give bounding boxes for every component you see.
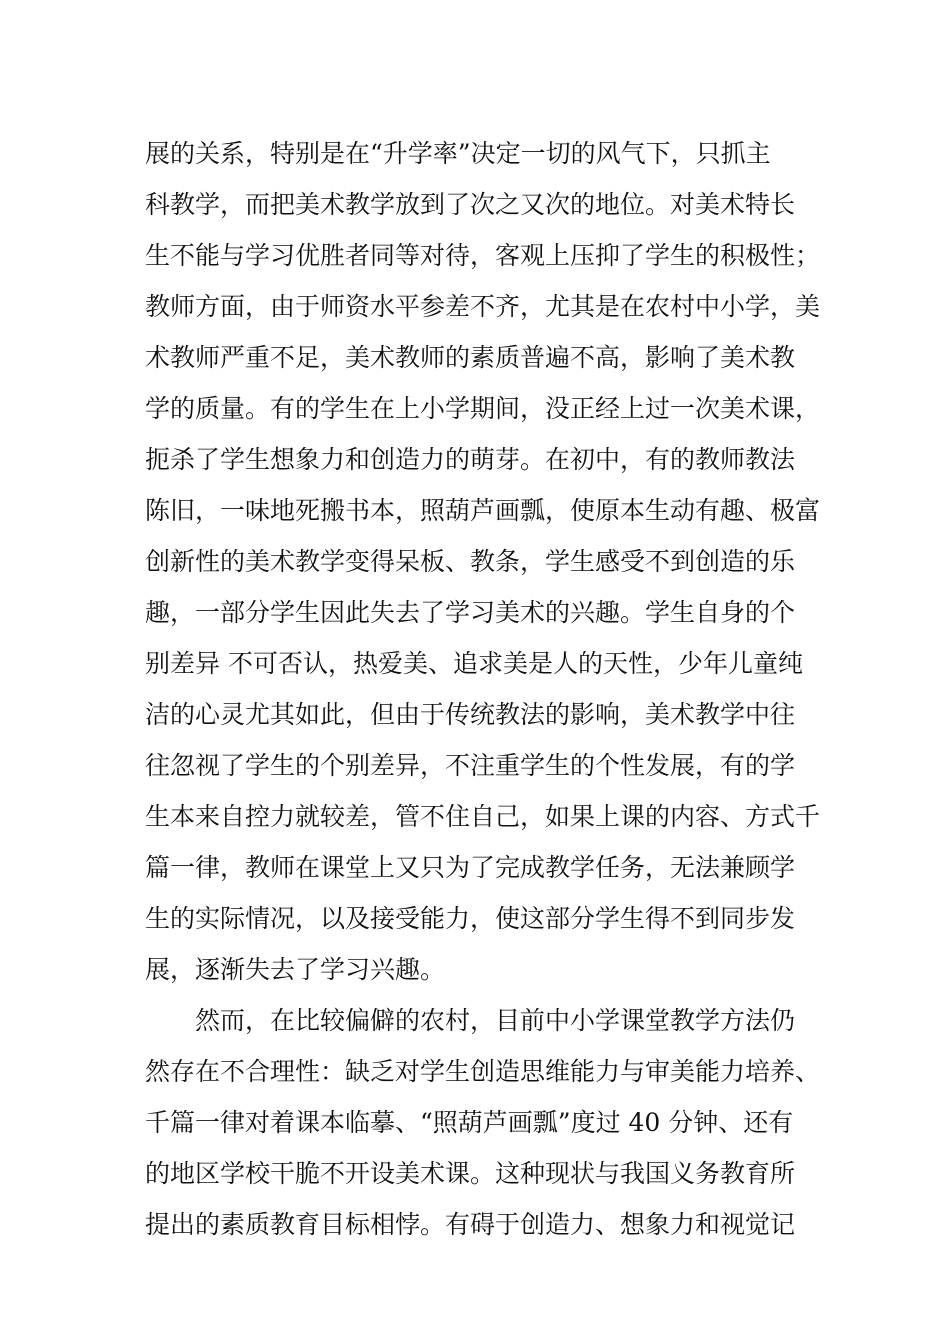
text-line: 生的实际情况，以及接受能力，使这部分学生得不到同步发 [145, 904, 796, 933]
text-line: 生不能与学习优胜者同等对待，客观上压抑了学生的积极性； [145, 241, 821, 270]
text-line: 篇一律，教师在课堂上又只为了完成教学任务，无法兼顾学 [145, 853, 796, 882]
text-line: 术教师严重不足，美术教师的素质普遍不高，影响了美术教 [145, 343, 796, 372]
text-line: 的地区学校干脆不开设美术课。这种现状与我国义务教育所 [145, 1159, 796, 1188]
text-line: 提出的素质教育目标相悖。有碍于创造力、想象力和视觉记 [145, 1210, 796, 1239]
text-line: 生本来自控力就较差，管不住自己，如果上课的内容、方式千 [145, 802, 821, 831]
text-line: 趣，一部分学生因此失去了学习美术的兴趣。学生自身的个 [145, 598, 796, 627]
text-line: 学的质量。有的学生在上小学期间，没正经上过一次美术课， [145, 394, 821, 423]
text-line: 往忽视了学生的个别差异，不注重学生的个性发展，有的学 [145, 751, 796, 780]
text-line: 洁的心灵尤其如此，但由于传统教法的影响，美术教学中往 [145, 700, 796, 729]
text-line: 陈旧，一味地死搬书本，照葫芦画瓢，使原本生动有趣、极富 [145, 496, 821, 525]
text-line: 科教学，而把美术教学放到了次之又次的地位。对美术特长 [145, 190, 796, 219]
paragraph-1 [145, 128, 845, 995]
text-line: 扼杀了学生想象力和创造力的萌芽。在初中，有的教师教法 [145, 445, 796, 474]
text-line: 展，逐渐失去了学习兴趣。 [145, 955, 446, 984]
text-line: 展的关系，特别是在“升学率”决定一切的风气下，只抓主 [145, 139, 771, 168]
text-line: 教师方面，由于师资水平参差不齐，尤其是在农村中小学，美 [145, 292, 821, 321]
text-line: 创新性的美术教学变得呆板、教条，学生感受不到创造的乐 [145, 547, 796, 576]
text-line: 别差异 不可否认，热爱美、追求美是人的天性，少年儿童纯 [145, 649, 803, 678]
text-line: 然而，在比较偏僻的农村，目前中小学课堂教学方法仍 [195, 1006, 796, 1035]
paragraph-2 [145, 995, 845, 1250]
body-text [145, 128, 845, 1250]
text-line: 然存在不合理性：缺乏对学生创造思维能力与审美能力培养、 [145, 1057, 821, 1086]
text-line: 千篇一律对着课本临摹、“照葫芦画瓢”度过 40 分钟、还有 [145, 1108, 794, 1137]
